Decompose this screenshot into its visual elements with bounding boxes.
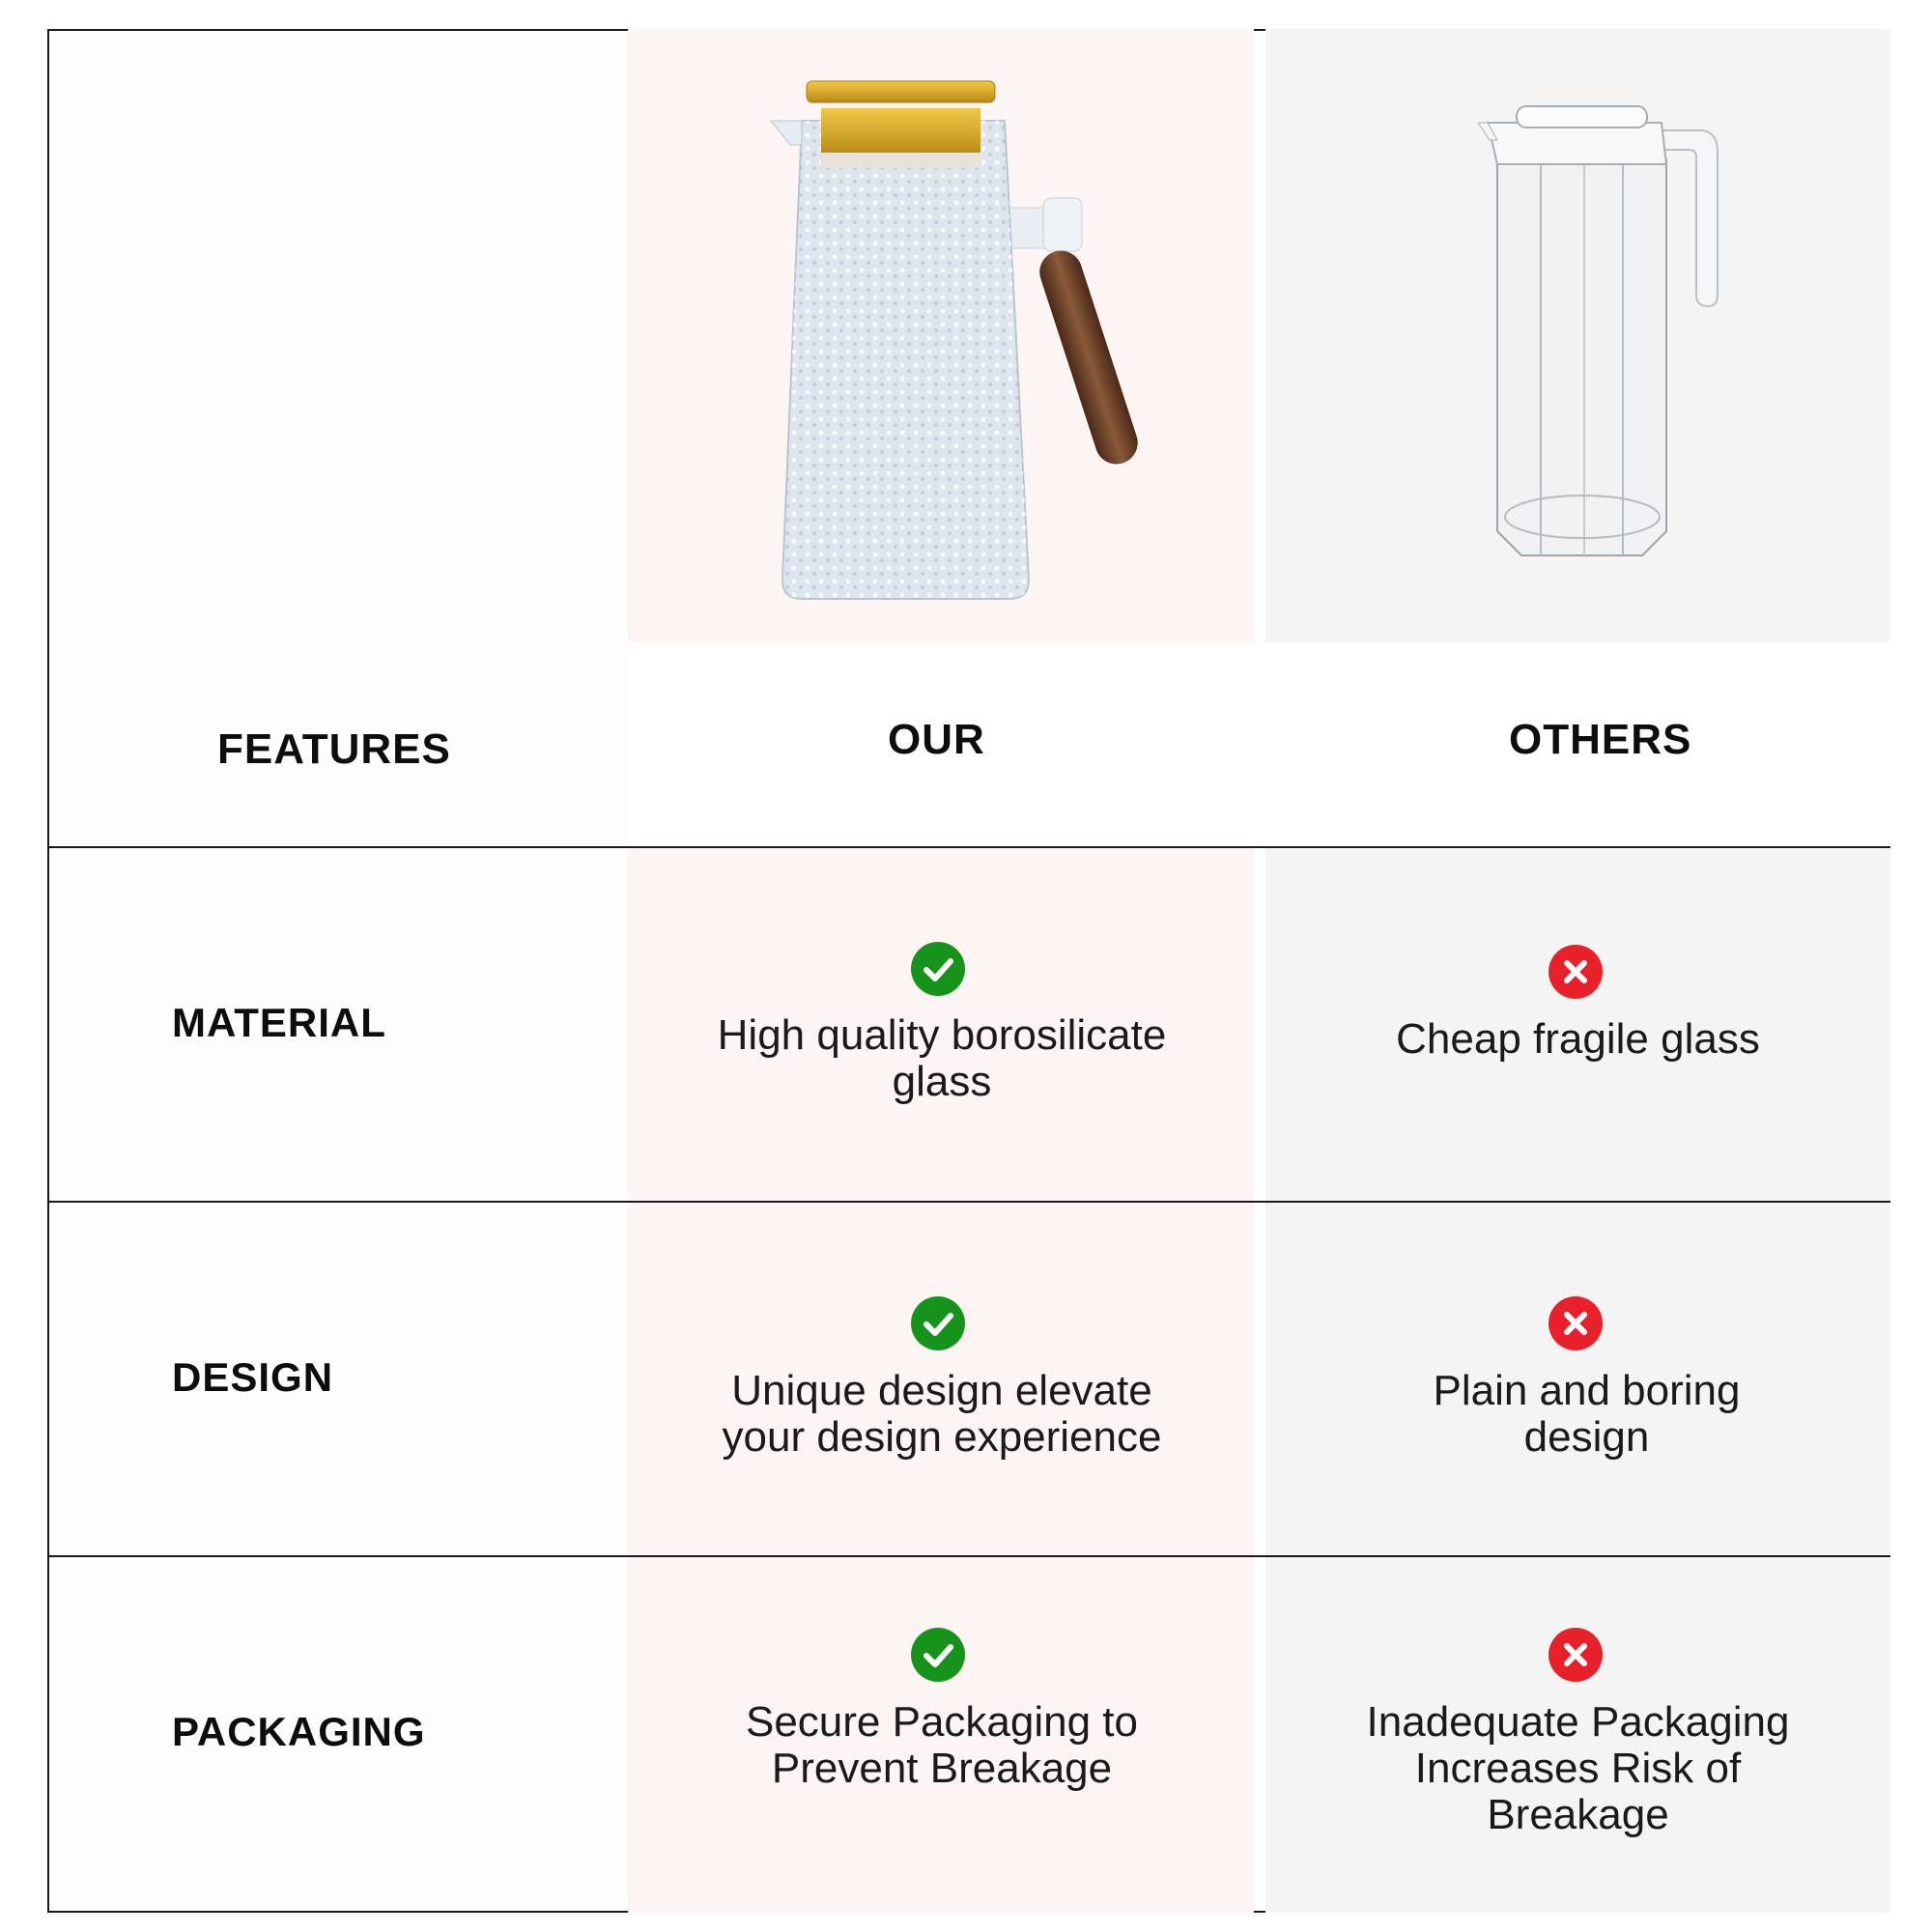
cross-circle-icon — [1548, 945, 1603, 999]
others-packaging-text: Inadequate Packaging Increases Risk of Breakage — [1366, 1698, 1790, 1838]
cross-circle-icon — [1548, 1628, 1603, 1682]
row-divider — [47, 1555, 1890, 1557]
row-divider — [47, 846, 1890, 848]
feature-label-packaging: PACKAGING — [172, 1709, 426, 1754]
our-packaging-text: Secure Packaging to Prevent Breakage — [745, 1698, 1139, 1792]
features-heading: FEATURES — [217, 725, 451, 773]
our-design-text: Unique design elevate your design experience — [722, 1367, 1162, 1461]
cross-circle-icon — [1548, 1296, 1603, 1350]
others-heading: OTHERS — [1509, 716, 1692, 763]
our-material-text: High quality borosilicate glass — [717, 1011, 1167, 1105]
features-column — [49, 31, 628, 1911]
header-band — [628, 642, 1890, 847]
our-pitcher-image — [763, 77, 1188, 609]
our-heading: OUR — [888, 716, 985, 763]
check-circle-icon — [911, 1296, 965, 1350]
check-circle-icon — [911, 942, 965, 996]
feature-label-material: MATERIAL — [172, 1000, 386, 1045]
others-material-text: Cheap fragile glass — [1396, 1015, 1760, 1063]
others-pitcher-image — [1478, 101, 1729, 604]
feature-label-design: DESIGN — [172, 1354, 334, 1400]
row-divider — [47, 1201, 1890, 1203]
others-design-text: Plain and boring design — [1433, 1367, 1741, 1461]
check-circle-icon — [911, 1628, 965, 1682]
